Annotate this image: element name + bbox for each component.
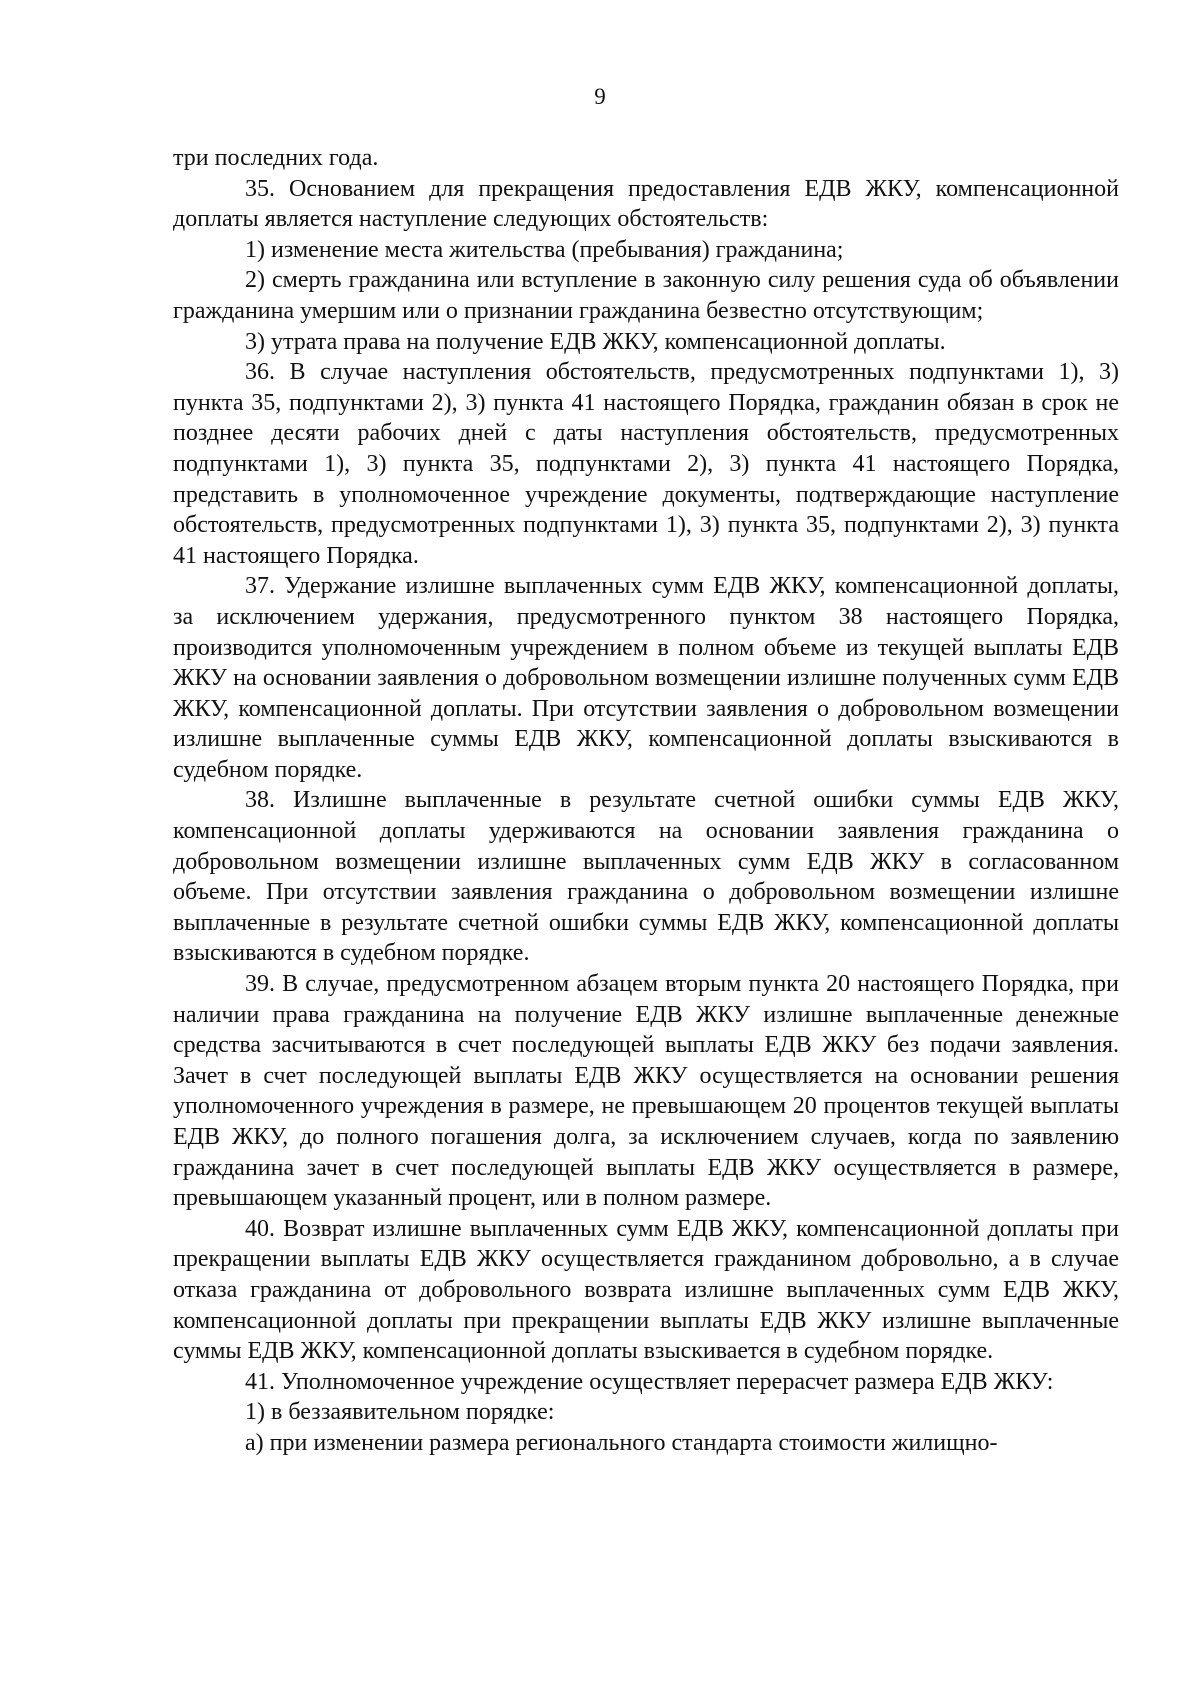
paragraph-35: 35. Основанием для прекращения предоставления ЕДВ ЖКУ, компенсационной доплаты является наступление следующих обстоятельств:: [173, 175, 1119, 233]
paragraph-35-item-1: 1) изменение места жительства (пребывания) гражданина;: [245, 236, 844, 263]
paragraph-39: 39. В случае, предусмотренном абзацем вторым пункта 20 настоящего Порядка, при наличии права гражданина на получение ЕДВ ЖКУ излишне выплаченные денежные средства засчитываются в счет последующей выплаты ЕДВ ЖКУ без подачи заявления. Зачет в счет последующей выплаты ЕДВ ЖКУ осуществляется на основании решения уполномоченного учреждения в размере, не превышающем 20 процентов текущей выплаты ЕДВ ЖКУ, до полного погашения долга, за исключением случаев, когда по заявлению гражданина зачет в счет последующей выплаты ЕДВ ЖКУ осуществляется в размере, превышающем указанный процент, или в полном размере.: [173, 971, 1119, 1212]
paragraph-36: 36. В случае наступления обстоятельств, предусмотренных подпунктами 1), 3) пункта 35, подпунктами 2), 3) пункта 41 настоящего Порядка, гражданин обязан в срок не позднее десяти рабочих дней с даты наступления обстоятельств, предусмотренных подпунктами 1), 3) пункта 35, подпунктами 2), 3) пункта 41 настоящего Порядка, представить в уполномоченное учреждение документы, подтверждающие наступление обстоятельств, предусмотренных подпунктами 1), 3) пункта 35, подпунктами 2), 3) пункта 41 настоящего Порядка.: [173, 359, 1119, 569]
paragraph-continuation: три последних года.: [173, 145, 379, 171]
paragraph-41-item-1: 1) в беззаявительном порядке:: [245, 1399, 555, 1426]
paragraph-41: 41. Уполномоченное учреждение осуществляет перерасчет размера ЕДВ ЖКУ:: [245, 1368, 1054, 1395]
paragraph-40: 40. Возврат излишне выплаченных сумм ЕДВ ЖКУ, компенсационной доплаты при прекращении выплаты ЕДВ ЖКУ осуществляется гражданином добровольно, а в случае отказа гражданина от добровольного возврата излишне выплаченных сумм ЕДВ ЖКУ, компенсационной доплаты при прекращении выплаты ЕДВ ЖКУ излишне выплаченные суммы ЕДВ ЖКУ, компенсационной доплаты взыскивается в судебном порядке.: [173, 1215, 1119, 1365]
document-body: [173, 143, 1119, 1459]
paragraph-35-item-2: 2) смерть гражданина или вступление в законную силу решения суда об объявлении гражданина умершим или о признании гражданина безвестно отсутствующим;: [173, 267, 1119, 324]
paragraph-41-item-1a: а) при изменении размера регионального стандарта стоимости жилищно-: [245, 1429, 998, 1456]
paragraph-37: 37. Удержание излишне выплаченных сумм ЕДВ ЖКУ, компенсационной доплаты, за исключением удержания, предусмотренного пунктом 38 настоящего Порядка, производится уполномоченным учреждением в полном объеме из текущей выплаты ЕДВ ЖКУ на основании заявления о добровольном возмещении излишне полученных сумм ЕДВ ЖКУ, компенсационной доплаты. При отсутствии заявления о добровольном возмещении излишне выплаченные суммы ЕДВ ЖКУ, компенсационной доплаты взыскиваются в судебном порядке.: [173, 573, 1119, 783]
paragraph-35-item-3: 3) утрата права на получение ЕДВ ЖКУ, компенсационной доплаты.: [245, 328, 946, 355]
page-number: 9: [594, 84, 606, 109]
paragraph-38: 38. Излишне выплаченные в результате счетной ошибки суммы ЕДВ ЖКУ, компенсационной доплаты удерживаются на основании заявления гражданина о добровольном возмещении излишне выплаченных сумм ЕДВ ЖКУ в согласованном объеме. При отсутствии заявления гражданина о добровольном возмещении излишне выплаченные в результате счетной ошибки суммы ЕДВ ЖКУ, компенсационной доплаты взыскиваются в судебном порядке.: [173, 787, 1119, 967]
